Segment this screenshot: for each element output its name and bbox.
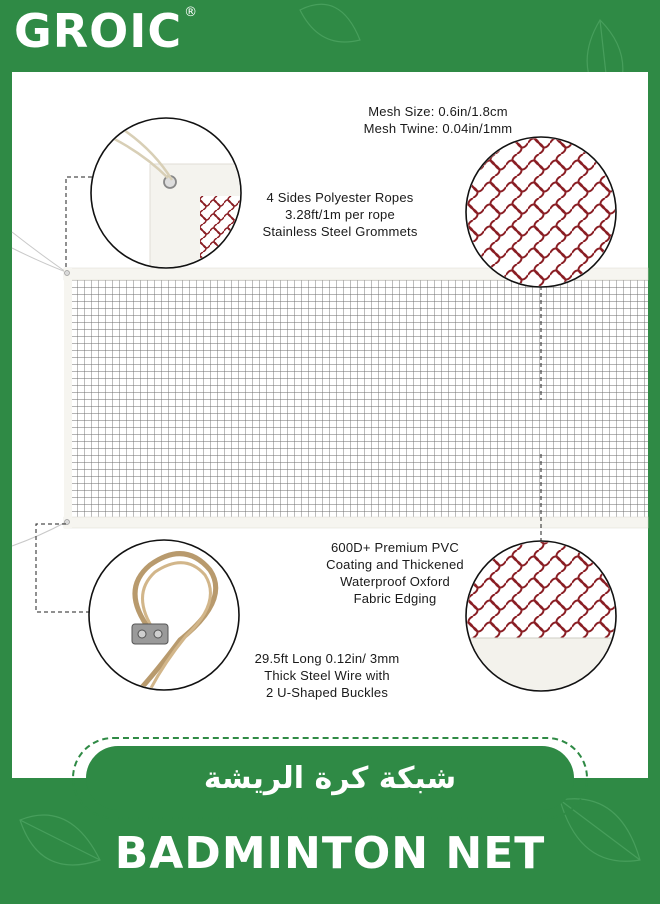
- arabic-label-banner: [86, 746, 574, 810]
- pvc-line-4: Fabric Edging: [353, 591, 437, 607]
- product-title: BADMINTON NET: [114, 828, 546, 879]
- mesh-twine-text: Mesh Twine: 0.04in/1mm: [363, 121, 513, 137]
- wire-spec-text: [232, 650, 422, 701]
- edging-detail-circle: [460, 540, 630, 698]
- mesh-spec-text: [338, 103, 538, 137]
- ropes-line-1: 4 Sides Polyester Ropes: [266, 190, 414, 205]
- edging-spec-text: [305, 539, 485, 608]
- grommet-detail-circle: [91, 118, 260, 274]
- ropes-line-3: Stainless Steel Grommets: [262, 224, 418, 240]
- wire-line-1: 29.5ft Long 0.12in/ 3mm: [254, 651, 400, 666]
- ropes-spec-text: [240, 189, 440, 240]
- ropes-line-2: 3.28ft/1m per rope: [285, 207, 395, 223]
- steel-wire-detail-circle: [89, 540, 239, 700]
- registered-mark: ®: [184, 5, 199, 20]
- badminton-net: [64, 268, 648, 528]
- wire-line-3: 2 U-Shaped Buckles: [265, 685, 389, 701]
- brand-logo-text: GROIC: [14, 4, 183, 58]
- wire-line-2: Thick Steel Wire with: [264, 668, 390, 684]
- side-ropes: [12, 232, 66, 546]
- pvc-line-3: Waterproof Oxford: [340, 574, 450, 590]
- mesh-size-text: Mesh Size: 0.6in/1.8cm: [368, 104, 508, 119]
- pvc-line-2: Coating and Thickened: [326, 557, 464, 573]
- pvc-line-1: 600D+ Premium PVC: [330, 540, 460, 555]
- arabic-label-text: شبكة كرة الريشة: [203, 760, 457, 796]
